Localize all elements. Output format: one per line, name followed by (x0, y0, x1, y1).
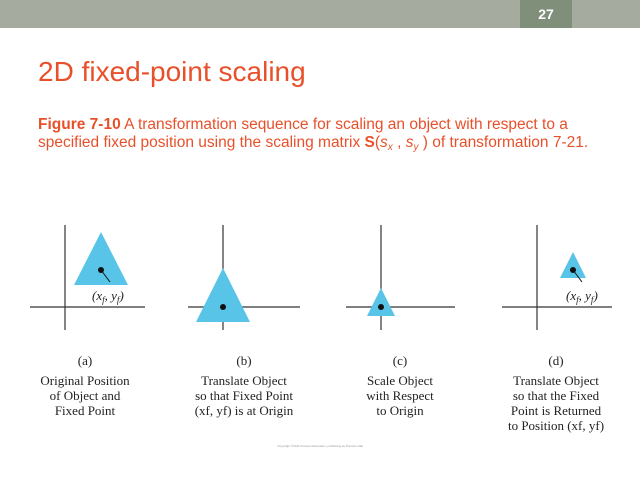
panel-d (502, 225, 612, 433)
panel-d-line-4: to Position (xf, yf) (507, 418, 605, 433)
subscript-y: y (413, 142, 419, 153)
object-triangle (196, 268, 250, 322)
object-triangle (74, 232, 128, 285)
scale-s-x: s (380, 134, 388, 151)
caption-text-1: A transformation sequence for scaling an object with respect to a specified fixed position using the scaling matrix (38, 116, 568, 151)
caption-text-2: ) of transformation 7-21. (418, 134, 589, 151)
scale-s-y: s (405, 134, 414, 151)
panel-d-line-2: so that the Fixed (512, 388, 600, 403)
panel-b-line-2: so that Fixed Point (195, 388, 293, 403)
panel-a (30, 225, 145, 418)
panel-d-tag: (d) (548, 353, 564, 368)
caption-open-paren: ( (374, 134, 381, 151)
panel-b-line-1: Translate Object (201, 373, 287, 388)
slide-number: 27 (520, 0, 572, 28)
fixed-point (570, 267, 576, 273)
returned-triangle (560, 252, 586, 278)
matrix-symbol: S (364, 134, 375, 151)
panel-a-line-2: of Object and (49, 388, 121, 403)
panel-c-line-3: to Origin (376, 403, 424, 418)
fixed-point-scaling-figure (0, 215, 640, 450)
figure-caption (38, 116, 613, 157)
slide-title: 2D fixed-point scaling (38, 56, 306, 87)
panel-b (188, 225, 300, 418)
panel-d-line-3: Point is Returned (510, 403, 602, 418)
caption-comma: , (392, 134, 406, 151)
fixed-point (98, 267, 104, 273)
panel-c-tag: (c) (392, 353, 408, 368)
fixed-point-label: ($x_f$, $y_f$) (566, 288, 598, 305)
scaled-triangle (367, 288, 395, 316)
fixed-point-label: ($x_f$, $y_f$) (92, 288, 124, 305)
panel-a-line-1: Original Position (40, 373, 130, 388)
fixed-point (220, 304, 226, 310)
subscript-x: x (387, 142, 393, 153)
figure-reference: Figure 7-10 (38, 116, 121, 133)
copyright-notice: Copyright ©2011 Pearson Education, publishing as Prentice Hall (277, 444, 363, 448)
panel-c (346, 225, 455, 418)
panel-b-tag: (b) (236, 353, 252, 368)
panel-a-line-3: Fixed Point (54, 403, 116, 418)
fixed-point (378, 304, 384, 310)
panel-b-line-3: (xf, yf) is at Origin (194, 403, 294, 418)
panel-d-line-1: Translate Object (513, 373, 599, 388)
panel-c-line-2: with Respect (366, 388, 434, 403)
panel-a-tag: (a) (77, 353, 93, 368)
panel-c-line-1: Scale Object (366, 373, 434, 388)
